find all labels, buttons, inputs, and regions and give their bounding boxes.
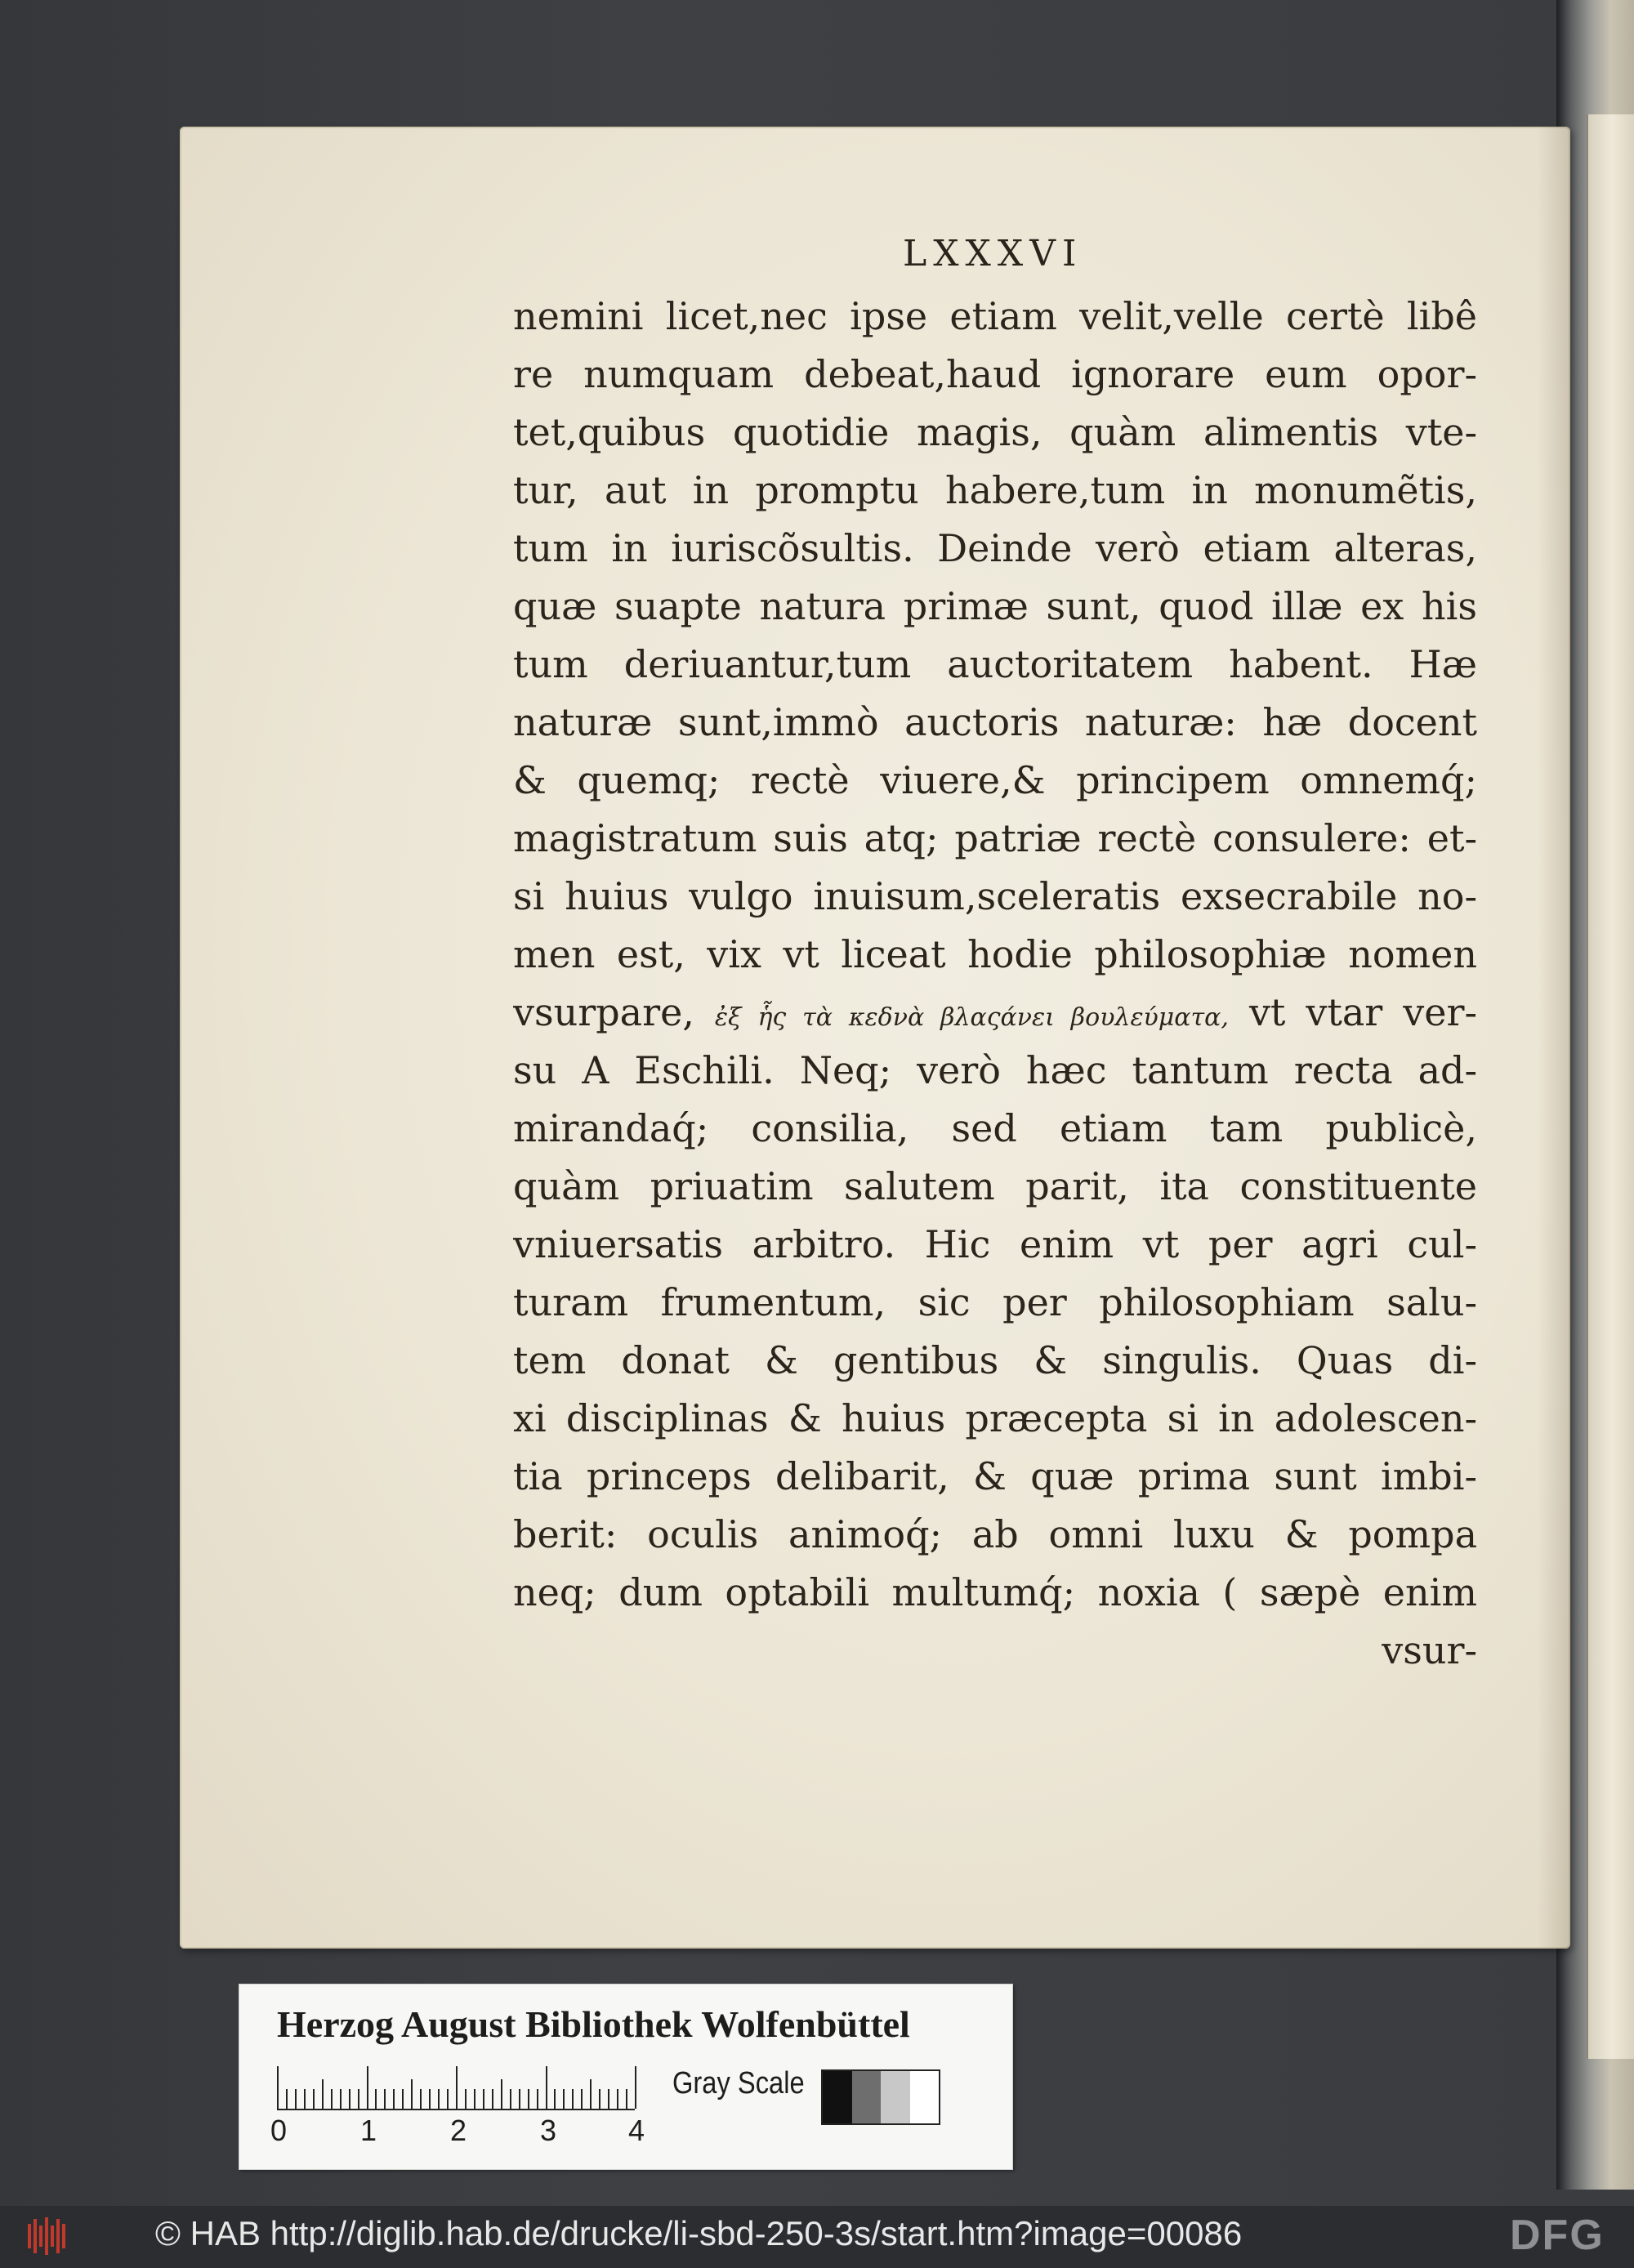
ruler-tick	[519, 2089, 520, 2109]
text-line: tur, aut in promptu habere,tum in monumẽtis,	[513, 468, 1477, 512]
text-line	[513, 1042, 1477, 1100]
ruler-tick	[277, 2066, 279, 2109]
text-line: quæ suapte natura primæ sunt, quod illæ ex his	[513, 584, 1477, 628]
ruler-tick	[411, 2079, 413, 2109]
gray-swatch	[881, 2071, 910, 2123]
text-line: vniuersatis arbitro. Hic enim vt per agri cul-	[513, 1222, 1477, 1266]
color-calibration-card	[239, 1984, 1013, 2170]
text-line: turam frumentum, sic per philosophiam salu-	[513, 1280, 1477, 1324]
ruler-tick	[510, 2089, 511, 2109]
ruler-tick	[304, 2089, 306, 2109]
author-name: A Eschili.	[582, 1048, 775, 1092]
ruler-tick	[563, 2089, 565, 2109]
scale-number: 1	[360, 2114, 377, 2147]
hab-logo-icon	[28, 2217, 67, 2255]
text-line: tum in iuriscõsultis. Deinde verò etiam alteras,	[513, 526, 1477, 570]
text-line: magistratum suis atq; patriæ rectè consulere: et-	[513, 816, 1477, 860]
gray-swatch	[823, 2071, 852, 2123]
scale-number: 3	[540, 2114, 557, 2147]
gray-scale-label: Gray Scale	[672, 2066, 805, 2101]
scale-number: 2	[450, 2114, 467, 2147]
text-line: tum deriuantur,tum auctoritatem habent. Hæ	[513, 642, 1477, 686]
text-line: mirandaq́; consilia, sed etiam tam publicè,	[513, 1106, 1477, 1150]
text-line: tia princeps delibarit, & quæ prima sunt imbi-	[513, 1454, 1477, 1498]
copyright-url: © HAB http://diglib.hab.de/drucke/li-sbd-250-3s/start.htm?image=00086	[155, 2214, 1243, 2252]
text-line: quàm priuatim salutem parit, ita constituente	[513, 1164, 1477, 1208]
ruler-tick	[501, 2079, 502, 2109]
ruler-tick	[340, 2089, 342, 2109]
ruler-tick	[599, 2089, 600, 2109]
ruler-tick	[393, 2089, 395, 2109]
ruler-tick	[554, 2089, 556, 2109]
ruler-tick	[295, 2089, 297, 2109]
ruler-tick	[528, 2089, 529, 2109]
text-line: naturæ sunt,immò auctoris naturæ: hæ docent	[513, 700, 1477, 744]
text-line: berit: oculis animoq́; ab omni luxu & pompa	[513, 1512, 1477, 1556]
ruler-tick	[358, 2089, 359, 2109]
text-line: si huius vulgo inuisum,sceleratis exsecrabile no-	[513, 874, 1477, 918]
ruler-tick	[429, 2089, 431, 2109]
page-text	[513, 288, 1477, 1680]
text-line: men est, vix vt liceat hodie philosophiæ nomen	[513, 932, 1477, 976]
gray-scale-swatches	[821, 2069, 940, 2125]
text-line: tem donat & gentibus & singulis. Quas di-	[513, 1338, 1477, 1382]
ruler-tick	[313, 2089, 315, 2109]
ruler-tick	[349, 2089, 350, 2109]
ruler-tick	[438, 2089, 440, 2109]
ruler-tick	[581, 2089, 583, 2109]
ruler-tick	[420, 2089, 422, 2109]
gray-swatch	[852, 2071, 882, 2123]
ruler-tick	[474, 2089, 475, 2109]
ruler-tick	[572, 2089, 574, 2109]
text-line: tet,quibus quotidie magis, quàm alimentis vte-	[513, 410, 1477, 454]
ruler-tick	[546, 2066, 547, 2109]
ruler-tick	[331, 2089, 333, 2109]
library-name: Herzog August Bibliothek Wolfenbüttel	[277, 2003, 910, 2045]
ruler-tick	[375, 2089, 377, 2109]
folio-number: LXXXVI	[903, 233, 1083, 275]
text-line: re numquam debeat,haud ignorare eum opor-	[513, 352, 1477, 396]
ruler-tick	[367, 2066, 368, 2109]
text-line: nemini licet,nec ipse etiam velit,velle certè libê	[513, 294, 1477, 338]
ruler-tick	[322, 2079, 324, 2109]
greek-quotation: ἐξ ἧς τὰ κεδνὰ βλαςάνει βουλεύματα,	[714, 1003, 1229, 1032]
line-start: vsurpare,	[513, 990, 694, 1034]
ruler-tick	[590, 2079, 592, 2109]
text-line: xi disciplinas & huius præcepta si in adolescen-	[513, 1396, 1477, 1440]
ruler-tick	[402, 2089, 404, 2109]
footer-bar	[0, 2206, 1634, 2268]
line-end: Neq; verò hæc tantum recta ad-	[799, 1048, 1477, 1092]
ruler-tick	[537, 2089, 538, 2109]
page-fore-edge	[1587, 114, 1634, 2059]
line-start: su	[513, 1048, 557, 1092]
ruler-tick	[384, 2089, 386, 2109]
scale-number: 0	[270, 2114, 288, 2147]
ruler-tick	[626, 2089, 627, 2109]
catchword: vsur-	[1382, 1628, 1477, 1672]
ruler-tick	[286, 2089, 288, 2109]
dfg-logo: DFG	[1510, 2212, 1605, 2259]
text-line-with-greek	[513, 984, 1477, 1042]
ruler-tick	[456, 2066, 458, 2109]
ruler-tick	[635, 2066, 636, 2109]
ruler-tick	[447, 2089, 449, 2109]
scale-number: 4	[628, 2114, 645, 2147]
ruler-tick	[492, 2089, 493, 2109]
text-line: neq; dum optabili multumq́; noxia ( sæpè enim	[513, 1570, 1477, 1614]
line-end: vt vtar ver-	[1248, 990, 1477, 1034]
gray-swatch	[910, 2071, 940, 2123]
ruler-tick	[483, 2089, 484, 2109]
ruler-tick	[617, 2089, 618, 2109]
ruler-tick	[608, 2089, 609, 2109]
ruler-tick	[465, 2089, 467, 2109]
scale-ruler	[277, 2066, 635, 2110]
text-line: & quemq; rectè viuere,& principem omnemq́;	[513, 758, 1477, 802]
